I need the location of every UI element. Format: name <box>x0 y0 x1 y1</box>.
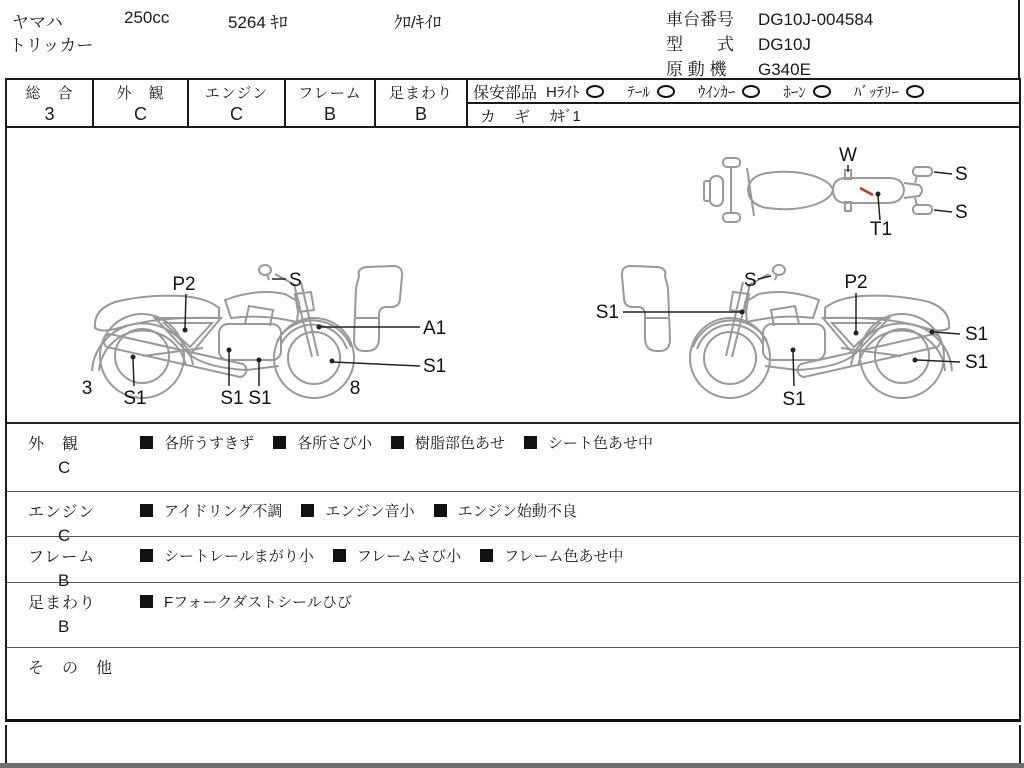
grade-cell-undercarriage <box>376 80 468 126</box>
grade-label: エンジン <box>204 85 269 102</box>
condition-row-frame <box>5 537 1021 590</box>
grade-label: 足まわり <box>388 85 453 102</box>
grade-cell-exterior <box>94 80 189 126</box>
damage-code-label: 8 <box>349 378 361 399</box>
chassis-number-label: 車台番号 <box>666 10 734 29</box>
damage-code-label: S <box>955 202 968 223</box>
grade-label: 外 観 <box>116 85 165 102</box>
model-code-value: DG10J <box>758 35 811 54</box>
seat-tear-mark <box>860 188 873 195</box>
grade-table <box>5 78 1021 128</box>
grade-value: B <box>323 104 336 124</box>
model-name: トリッカー <box>9 36 94 55</box>
condition-item: アイドリング不調 <box>140 500 282 521</box>
body-color: ｸﾛ/ｷｲﾛ <box>394 13 442 32</box>
condition-row-exterior <box>5 424 1021 492</box>
grade-value: C <box>230 104 243 124</box>
grade-label: フレーム <box>298 85 362 102</box>
condition-grade: C <box>58 458 71 477</box>
model-code-label: 型 式 <box>666 35 734 54</box>
damage-code-label: S1 <box>220 388 244 409</box>
condition-item: 各所うすきず <box>140 432 254 453</box>
safety-parts-row <box>468 80 1019 104</box>
chassis-number-value: DG10J-004584 <box>758 10 874 29</box>
damage-code-label: S1 <box>965 352 989 373</box>
bullet-square-icon <box>273 436 286 449</box>
bullet-square-icon <box>480 549 493 562</box>
scan-edge-strip <box>0 763 1024 768</box>
bullet-square-icon <box>391 436 404 449</box>
condition-grade: B <box>58 617 70 636</box>
condition-row-undercarriage <box>5 583 1021 648</box>
damage-code-label: S <box>289 270 302 291</box>
condition-items <box>140 537 1019 566</box>
ok-circle-icon <box>657 85 675 98</box>
condition-section-label: フレーム B <box>28 544 143 591</box>
grade-cell-engine <box>189 80 286 126</box>
grade-cell-frame <box>286 80 376 126</box>
condition-item: エンジン始動不良 <box>434 500 577 521</box>
damage-code-label: P2 <box>172 274 196 295</box>
engine-code-value: G340E <box>758 60 811 79</box>
engine-code-label: 原 動 機 <box>666 60 727 79</box>
condition-item: フレーム色あせ中 <box>480 545 623 566</box>
key-row <box>468 104 1019 127</box>
damage-code-label: S <box>744 270 757 291</box>
condition-item: エンジン音小 <box>301 500 414 521</box>
condition-item: シートレールまがり小 <box>140 545 314 566</box>
condition-grade: B <box>58 571 70 590</box>
condition-grade: C <box>58 526 71 545</box>
engine-code-row <box>666 55 873 80</box>
condition-item: Fフォークダストシールひび <box>140 591 352 612</box>
empty-footer-row <box>5 725 1021 763</box>
safety-item-battery: ﾊﾞｯﾃﾘｰ <box>854 81 924 102</box>
damage-code-label: S <box>955 164 968 185</box>
damage-code-label: P2 <box>844 272 868 293</box>
ok-circle-icon <box>906 85 924 98</box>
damage-code-label: 3 <box>81 378 93 399</box>
vehicle-id-block <box>666 5 873 80</box>
safety-parts-cell <box>468 80 1019 126</box>
safety-item-horn: ﾎｰﾝ <box>783 81 831 102</box>
damage-code-label: S1 <box>965 324 989 345</box>
damage-diagram-box <box>5 128 1021 424</box>
condition-row-engine <box>5 492 1021 545</box>
safety-item-winker: ｳｲﾝｶｰ <box>698 81 761 102</box>
chassis-number-row <box>666 5 873 30</box>
safety-item-taillight: ﾃｰﾙ <box>627 81 675 102</box>
grade-value: B <box>414 104 427 124</box>
condition-section-label: エンジン C <box>28 499 143 546</box>
right-border-line <box>1018 0 1020 79</box>
ok-circle-icon <box>742 85 760 98</box>
ok-circle-icon <box>586 85 604 98</box>
condition-item: 樹脂部色あせ <box>391 432 505 453</box>
motorcycle-top-view <box>704 145 968 240</box>
damage-code-label: W <box>839 145 857 166</box>
maker-name: ヤマハ <box>12 13 63 32</box>
safety-parts-title: 保安部品 <box>473 84 538 102</box>
damage-code-label: S1 <box>123 388 147 409</box>
key-value: ｶｷﾞ1 <box>550 108 581 125</box>
damage-code-label: T1 <box>869 219 893 240</box>
grade-value: 3 <box>44 104 55 124</box>
safety-item-headlight: Hﾗｲﾄ <box>546 81 604 102</box>
condition-items <box>140 424 1019 453</box>
damage-code-label: S1 <box>782 389 806 410</box>
model-code-row <box>666 30 873 55</box>
condition-item: シート色あせ中 <box>524 432 653 453</box>
bullet-square-icon <box>524 436 537 449</box>
bullet-square-icon <box>301 504 314 517</box>
condition-items <box>140 583 1019 612</box>
condition-row-other <box>5 648 1021 722</box>
displacement: 250cc <box>124 8 170 27</box>
condition-item: フレームさび小 <box>333 545 461 566</box>
bullet-square-icon <box>333 549 346 562</box>
bullet-square-icon <box>434 504 447 517</box>
damage-code-label: S1 <box>423 356 447 377</box>
damage-code-label: S1 <box>595 302 619 323</box>
grade-value: C <box>134 104 147 124</box>
condition-items <box>140 492 1019 521</box>
key-label: カ ギ <box>480 109 532 126</box>
motorcycle-diagrams <box>7 128 1019 421</box>
ok-circle-icon <box>813 85 831 98</box>
condition-item: 各所さび小 <box>273 432 372 453</box>
grade-label: 総 合 <box>25 85 74 102</box>
motorcycle-left-side-view <box>82 265 447 409</box>
grade-cell-overall <box>7 80 94 126</box>
condition-section-label: 外 観 C <box>28 431 143 478</box>
condition-section-label: そ の 他 <box>28 660 114 677</box>
damage-code-label: S1 <box>248 388 272 409</box>
damage-code-label: A1 <box>423 318 447 339</box>
condition-section-label: 足まわり B <box>28 590 143 637</box>
mileage: 5264 ｷﾛ <box>228 13 288 32</box>
motorcycle-right-side-view <box>596 265 989 410</box>
